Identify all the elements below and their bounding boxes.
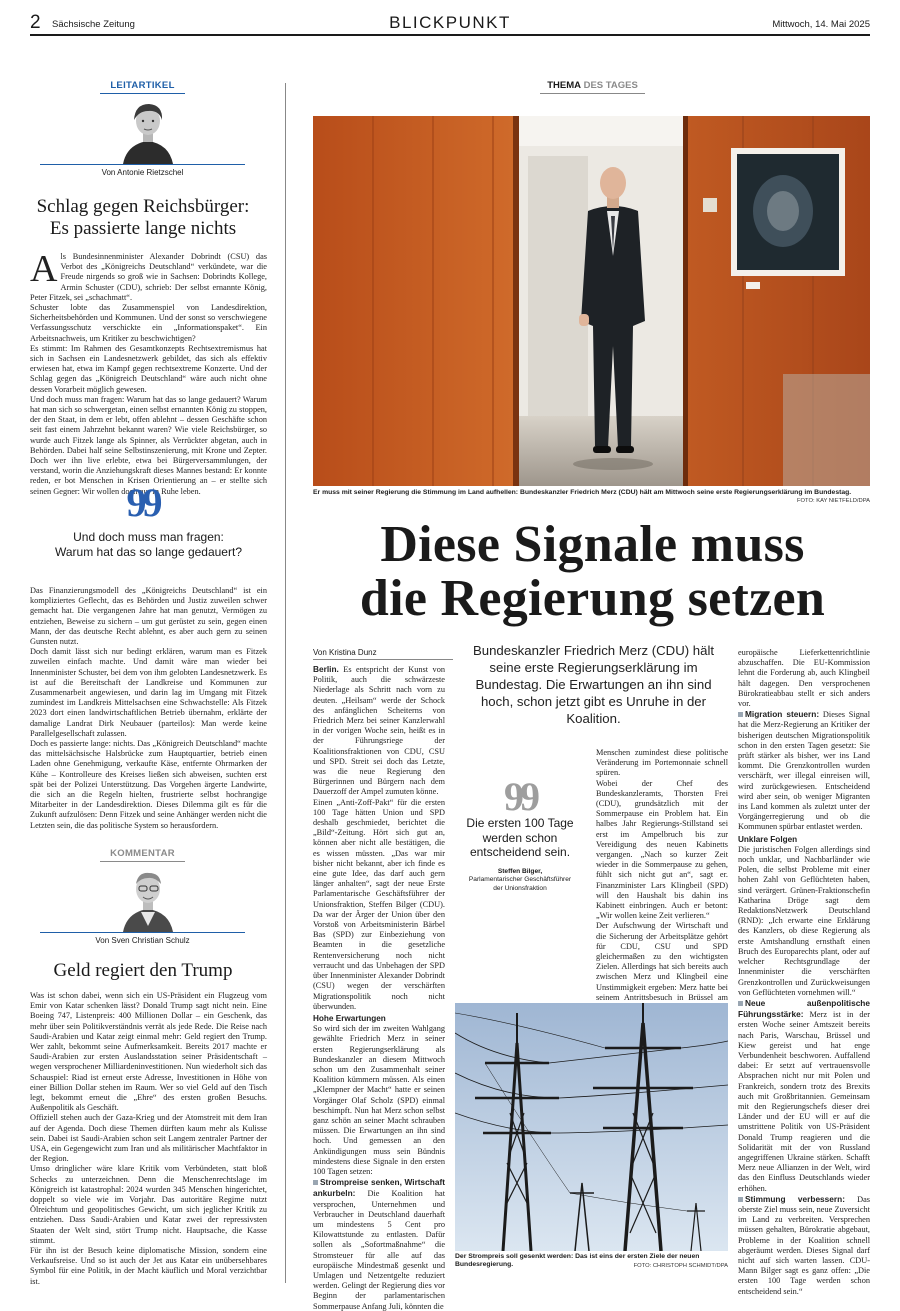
byline-rule (40, 164, 245, 165)
thema-teaser: Bundeskanzler Friedrich Merz (CDU) hält seine erste Regierungserklärung im Bundestag. Die Erwartungen an ihn sind hoch, schon jetzt gibt es Unruhe in der Koalition. (472, 643, 715, 726)
leitartikel-para2: Schuster lobte das Zusammenspiel von Landesdirektion, Sicherheitsbehörden und Kommunen. Und der sonst so verschwiegene Verfassungsschutz verschickte ein „Informationspaket“. Ein Arbeitsnachweis, um Kritiker zu beschwichtigen? (30, 303, 267, 343)
col4-para5: Das oberste Ziel muss sein, neue Zuversicht im Land zu verbreiten. Versprechen müssen gehalten, Bürokratie abgebaut, Probleme in der Koalition schnell abgeräumt werden. Dieses Signal darf nicht auf sich warten lassen. CDU-Mann Bilger sagt es ganz offen: „Die ersten 100 Tage werden schon entscheidend sein.“ (738, 1194, 870, 1296)
thema-kicker (540, 80, 645, 94)
leitartikel-headline-line1: Schlag gegen Reichsbürger: (36, 196, 250, 217)
bullet1-label: Strompreise senken, Wirtschaft ankurbeln: (313, 1177, 445, 1199)
thema-headline-line1: Diese Signale muss (380, 516, 805, 573)
thema-byline-rule (313, 659, 453, 660)
thema-col4 (738, 648, 870, 1297)
quote-author: Steffen Bilger, (497, 868, 543, 875)
bullet-square-icon (313, 1180, 318, 1185)
thema-headline-line2: die Regierung setzen (359, 570, 826, 627)
issue-date: Mittwoch, 14. Mai 2025 (772, 19, 870, 30)
bullet2-label: Migration steuern: (745, 709, 820, 720)
thema-quote-mark: 99 (504, 774, 536, 819)
thema-kicker-light: DES TAGES (583, 80, 638, 91)
bullet-square-icon (738, 1197, 743, 1202)
subhead-unklare-folgen: Unklare Folgen (738, 834, 798, 844)
header-rule (30, 34, 870, 36)
thema-headline (300, 518, 885, 626)
kommentar-kicker: KOMMENTAR (100, 848, 185, 862)
bullet3-label: Neue außenpolitische Führungsstärke: (738, 997, 870, 1020)
leitartikel-kicker: LEITARTIKEL (100, 80, 185, 94)
main-photo-credit: FOTO: KAY NIETFELD/DPA (796, 498, 870, 504)
bullet-square-icon (738, 1001, 743, 1006)
col1-para4: Die Koalition hat versprochen, Unternehmen und Verbraucher in Deutschland dauerhaft um mindestens 5 Cent pro Kilowattstunde zu entlasten. Dafür sollen als „Sofortmaßnahme“ die Stromsteuer für alle auf das europäische Mindestmaß gesenkt und Umlagen und Netzentgelte reduziert werden. Gelingt der Regierung dies vor Beginn der parlamentarischen Sommerpause Anfang Juli, könnten die (313, 1189, 446, 1311)
pullquote-line2: Warum hat das so lange gedauert? (54, 545, 242, 559)
column-divider (285, 83, 286, 1283)
kommentar-para2: Offiziell stehen auch der Gaza-Krieg und der Atomstreit mit dem Iran auf der Agenda. Doch diese Themen dürften kaum mehr als Kulisse sein. Dabei ist Saudi-Arabien schon seit Langem zentraler Partner der USA, ein Gegengewicht zum Iran und als militärischer Machtfaktor in der Region. (30, 1113, 267, 1164)
leitartikel-para4: Und doch muss man fragen: Warum hat das so lange gedauert? Warum hat man sich so schwergetan, einen selbst ernannten König zu stoppen, der den Staat, in dem er lebt, offen ablehnt – dessen Geschäfte schon seit fast einem Jahrzehnt bekannt waren? Wie viele Reichsbürger, so wurde auch Fitzek lange als Spinner, als Verrückter abgetan, auch in Behörden. Dabei half seine Selbstinszenierung, mit Krone und Zepter. Doch wer ihn live erlebte, etwa bei Bürgerversammlungen, der verstand, worin die Anziehungskraft dieses Mannes bestand: Er konnte reden, er bot Menschen in Krisen Orientierung an – er stellte sich seinen Gegner: Wir wollen doch nur in Ruhe leben. (30, 394, 267, 496)
col1-para1: Es entspricht der Kunst von Politik, auch die schwärzeste Niederlage als Schritt nach vorn zu deuten. „Heilsam“ werde der Schock des anfänglichen Scheiterns von Friedrich Merz bei seiner Kanzlerwahl in der vorigen Woche sein, heißt es in der Führungsriege der Koalitionsfraktionen von CDU, CSU und SPD. Streit sei doch das Letzte, was die neue Regierung den Bürgerinnen und Bürgern nach dem Dauerzoff der Ampel zumuten könne. (313, 665, 445, 797)
leitartikel-para6: Doch damit lässt sich nur bedingt erklären, warum man es Fitzek zuweilen einfach machte. Und damit wäre man wieder bei Innenminister Schuster, bei dem von ihm gelobten Landesnetzwerk. Es ist auf die Bereitschaft der Landkreise und Kommunen zur Zusammenarbeit angewiesen, und darin lag im Umgang mit Fitzek zumindest im Landkreis Mittelsachsen eine Schwachstelle: Als Fitzek 2023 dort einen landwirtschaftlichen Betrieb übernahm, erklärte der damalige Landrat Dirk Neubauer (parteilos): Man werde keine Parallelgesellschaft zulassen. (30, 647, 267, 738)
page-number: 2 (30, 12, 41, 33)
thema-quote-line3: entscheidend sein. (469, 845, 571, 859)
subhead-hohe-erwartungen: Hohe Erwartungen (313, 1013, 386, 1023)
pylons-photo-caption: Der Strompreis soll gesenkt werden: Das ist eins der ersten Ziele der neuen Bundesregierung. (455, 1253, 700, 1269)
dateline: Berlin. (313, 664, 339, 674)
kommentar-byline-rule (40, 932, 245, 933)
thema-col1 (313, 664, 445, 1311)
main-photo-merz (313, 116, 870, 486)
thema-quote-attribution (455, 868, 585, 893)
col1-para2: Einen „Anti-Zoff-Pakt“ für die ersten 100 Tage hätten Union und SPD deshalb geschmiedet, berichtet die „Bild“-Zeitung. Hört sich gut an, können aber nicht alle bestätigen, die es wissen müssten. „Das war mir bisher nicht bekannt, aber ich finde es eine gute Idee, das darf auch gern länger anhalten“, sagt der neue Erste Parlamentarische Geschäftsführer der Unionsfraktion, Steffen Bilger (CDU). Da war der Ärger der Union über den Vorstoß von Arbeitsministerin Bärbel Bas (SPD) zur Einbeziehung von Beamten in die gesetzliche Rentenversicherung noch nicht verraucht und das Unbehagen der SPD über Innenminister Alexander Dobrindt (CSU) wegen der verschärften Migrationspolitik noch nicht überwunden. (313, 797, 445, 1011)
col1-para3: So wird sich der im zweiten Wahlgang gewählte Friedrich Merz in seiner ersten Regierungserklärung als Bundeskanzler an diesem Mittwoch schon um den Zusammenhalt seiner Koalition kümmern müssen. Als einen „Klempner der Macht“ hatte er seinen Vorgänger Olaf Scholz (SPD) einmal beschimpft. Nun hat Merz schon selbst ganz schön an seiner Macht schrauben müssen. Die Erwartungen an ihn sind hoch. Und gemessen an den Ankündigungen muss sein Bündnis mindestens diese Signale in den ersten 100 Tagen setzen: (313, 1024, 445, 1176)
col4-para4: Merz ist in der ersten Woche seiner Amtszeit bereits nach Paris, Warschau, Brüssel und Kiew gereist und hat enge Verbundenheit beschworen. Auffallend dabei: Er setzt auf vertrauensvolle Absprachen nicht nur mit Polen und Frankreich, sondern trotz des Brexits auch mit Großbritannien. Gemeinsam mit den Regierungschefs dieser drei Länder und der EU will er auf die umstrittene Politik von US-Präsident Donald Trump reagieren und die Solidarität mit der von Russland angegriffenen Ukraine stärken. Schafft Merz neue Allianzen in der Welt, wird das den Einfluss Deutschlands wieder erhöhen. (738, 1010, 870, 1193)
col3-para1: Menschen zumindest diese politische Veränderung im Portemonnaie schnell spüren. (596, 748, 728, 778)
kommentar-headline: Geld regiert den Trump (53, 960, 233, 981)
leitartikel-headline (28, 196, 258, 240)
kommentar-para3: Umso dringlicher wäre klare Kritik vom Verbündeten, statt bloß Schecks zu unterzeichnen. Denn die Menschenrechtslage im Königreich ist katastrophal: 2024 wurden 345 Menschen hingerichtet, doppelt so viele wie im Vorjahr. Das autoritäre Regime nutzt Ölreichtum und geopolitisches Gewicht, um sich jeglicher Kritik zu entziehen. Dass Saudi-Arabien und Katar zwei der repressivsten Staaten der Welt sind, stört Trump nicht. Hauptsache, die Kasse stimmt. (30, 1164, 267, 1245)
leitartikel-headline-line2: Es passierte lange nichts (49, 218, 237, 239)
pylons-photo-credit: FOTO: CHRISTOPH SCHMIDT/DPA (633, 1263, 728, 1269)
photo-power-pylons (455, 1003, 728, 1251)
author-portrait-schulz (119, 866, 177, 932)
leitartikel-body-bottom (30, 586, 267, 831)
col3-para3: Der Aufschwung der Wirtschaft und die Sicherung der Arbeitsplätze gehört für CDU, CSU und SPD gleichermaßen zu den wichtigsten Zielen. Allerdings hat sich bereits auch zwischen Merz und Klingbeil eine Unstimmigkeit ergeben: Merz hatte bei seinem Antrittsbesuch in Brüssel am (596, 921, 728, 1002)
leitartikel-para7: Doch es passierte lange: nichts. Das „Königreich Deutschland“ machte das mittelsächsische Halsbrücke zum Hauptquartier, betrieb einen Laden ohne Genehmigung, verkaufte Käse, entfernte Ohrmarken der Kühe – Kontrolleure des Kreises ließen sich abweisen, suchten erst spät bei der Polizei Unterstützung. Das Vorgehen ärgerte Landwirte, die sich an die Regeln hielten, frustrierte selbst hochrangige Mitarbeiter in der Landesdirektion. Dieses Dilemma gilt es für die Zukunft aufzulösen: Denn Fitzek und seine Anhänger werden nicht die Letzten sein, die das politische System so herausfordern. (30, 739, 267, 830)
bullet4-label: Stimmung verbessern: (745, 1193, 845, 1204)
kommentar-byline: Von Sven Christian Schulz (95, 936, 190, 945)
leitartikel-quote-mark: 99 (126, 480, 159, 525)
thema-quote-line1: Die ersten 100 Tage (466, 816, 574, 830)
leitartikel-para5: Das Finanzierungsmodell des „Königreichs Deutschland“ ist ein kompliziertes Geflecht, das es Behörden und Justiz zuweilen schwer gemacht hat. Die vergangenen Jahre hat man genutzt, Vermögen zu entziehen, Beweise zu sichern – um gut gerüstet zu sein, gegen einen Mann, der das deutsche Recht ablehnt, es aber auch gern zu seinen Gunsten nutzt. (30, 586, 267, 647)
main-photo-caption: Er muss mit seiner Regierung die Stimmung im Land aufhellen: Bundeskanzler Friedrich Merz (CDU) hält am Mittwoch seine erste Regierungserklärung im Bundestag. (313, 489, 852, 496)
bullet-square-icon (738, 712, 743, 717)
leitartikel-para3: Es stimmt: Im Rahmen des Gesamtkonzepts Rechtsextremismus hat sich in Sachsen ein Landesnetzwerk gebildet, das sich als effektiv erwiesen hat, etwa im Kampf gegen rechtsextreme Konzerte. Und der Schlag gegen das „Königreich Deutschland“ wäre auch nicht ohne dessen Vorarbeit möglich gewesen. (30, 343, 267, 394)
col4-para1: europäische Lieferkettenrichtlinie abzuschaffen. Die EU-Kommission lehnt die Forderung ab, auch Klingbeil hält dagegen. Den versprochenen Bürokratieabbau stellt er sich anders vor. (738, 648, 870, 709)
pullquote-line1: Und doch muss man fragen: (73, 530, 224, 544)
leitartikel-body-top (30, 248, 267, 497)
paper-name: Sächsische Zeitung (52, 19, 135, 30)
quote-role-line1: Parlamentarischer Geschäftsführer (468, 876, 572, 884)
thema-quote-line2: werden schon (482, 830, 558, 845)
quote-role-line2: der Unionsfraktion (493, 884, 547, 892)
author-portrait-rietzschel (119, 98, 177, 164)
col4-para2: Dieses Signal hat die Merz-Regierung an Kritiker der bisherigen deutschen Migrationspolitik schon in den ersten Tagen gesetzt: Sie prüft stärker als bisher, wer ins Land kommt. Die Grenzkontrollen wurden verschärft, wer illegal einreisen will, wird zurückgewiesen. Entscheidend wird aber sein, ob weniger Migranten ins Land kommen als zuletzt unter der Vorgängerregierung und ob die Kommunen spürbar entlastet werden. (738, 710, 871, 832)
leitartikel-pullquote (30, 530, 267, 560)
kommentar-para4: Für ihn ist der Besuch keine diplomatische Mission, sondern eine Verkaufsreise. Und so ist auch der Jet aus Katar ein unübersehbares Symbol für eine Politik, in der Macht käuflich und Moral verzichtbar ist. (30, 1246, 267, 1286)
kommentar-para1: Was ist schon dabei, wenn sich ein US-Präsident ein Flugzeug vom Emir von Katar schenken lässt? Donald Trump sagt nicht nein. Eine Boeing 747, Listenpreis: 400 Millionen Dollar – ein Geschenk, das mehr über sein Politikverständnis verrät als jede Rede. Die Reise nach Saudi-Arabien und Katar zeigt einmal mehr: Geld regiert den Trump. Wer zahlt, bekommt seine Aufmerksamkeit. Bereits 2017 machte er Saudi-Arabien zur ersten Auslandsstation seiner Präsidentschaft – wegen versprochener Milliardeninvestitionen. Nun wiederholt sich das Schauspiel: Riad ist erneut erste Adresse, Investitionen in Höhe von einer Billion Dollar stehen im Raum. Wer so viel Geld auf den Tisch legt, bekommt erneut die „Ehre“ des ersten großen Besuchs. Außenpolitik als Geschäft. (30, 991, 267, 1113)
section-title: BLICKPUNKT (389, 13, 511, 32)
kommentar-body (30, 991, 267, 1287)
thema-pullquote (455, 816, 585, 860)
leitartikel-byline: Von Antonie Rietzschel (101, 168, 184, 177)
drop-cap: A (30, 248, 58, 290)
thema-byline: Von Kristina Dunz (313, 648, 377, 657)
thema-col3 (596, 748, 728, 1013)
col4-para3: Die juristischen Folgen allerdings sind noch unklar, und Nachbarländer wie Polen, die selbst Probleme mit einer hohen Zahl von Geflüchteten haben, sind verärgert. Grünen-Fraktionschefin Katharina Dröge sagt dem RedaktionsNetzwerk Deutschland (RND): „Ich erwarte eine Erklärung des Kanzlers, ob diese Regierung als erste Amtshandlung ernsthaft einen Bruch des Europarechts plant, oder auf welcher Rechtsgrundlage der Innenminister die verschärften Grenzkontrollen und Zurückweisungen von Geflüchteten vornehmen will.“ (738, 844, 870, 997)
thema-kicker-bold: THEMA (547, 80, 581, 91)
leitartikel-para1: ls Bundesinnenminister Alexander Dobrindt (CSU) das Verbot des „Königreichs Deutschland“ verkündete, war die Freude nirgends so groß wie in Sachsen: Dobrindts Kollege, Armin Schuster (CDU), schrieb: Der selbst ernannte König, Peter Fitzek, sei „schachmatt“. (30, 252, 267, 302)
col3-para2: Wobei der Chef des Bundeskanzleramts, Thorsten Frei (CDU), grundsätzlich mit der Sommerpause ein Problem hat. Ein halbes Jahr Regierungs-Stillstand sei erst im Ampelbruch bis zur Vereidigung des neuen Kabinetts vergangen. „Nach so kurzer Zeit wieder in die Sommerpause zu gehen, fühlt sich nicht gut an“, sagt er. Finanzminister Lars Klingbeil (SPD) will den Haushalt bis dahin ins Kabinett einbringen. Auch er betont: „Wir wollen keine Zeit verlieren.“ (596, 778, 728, 921)
